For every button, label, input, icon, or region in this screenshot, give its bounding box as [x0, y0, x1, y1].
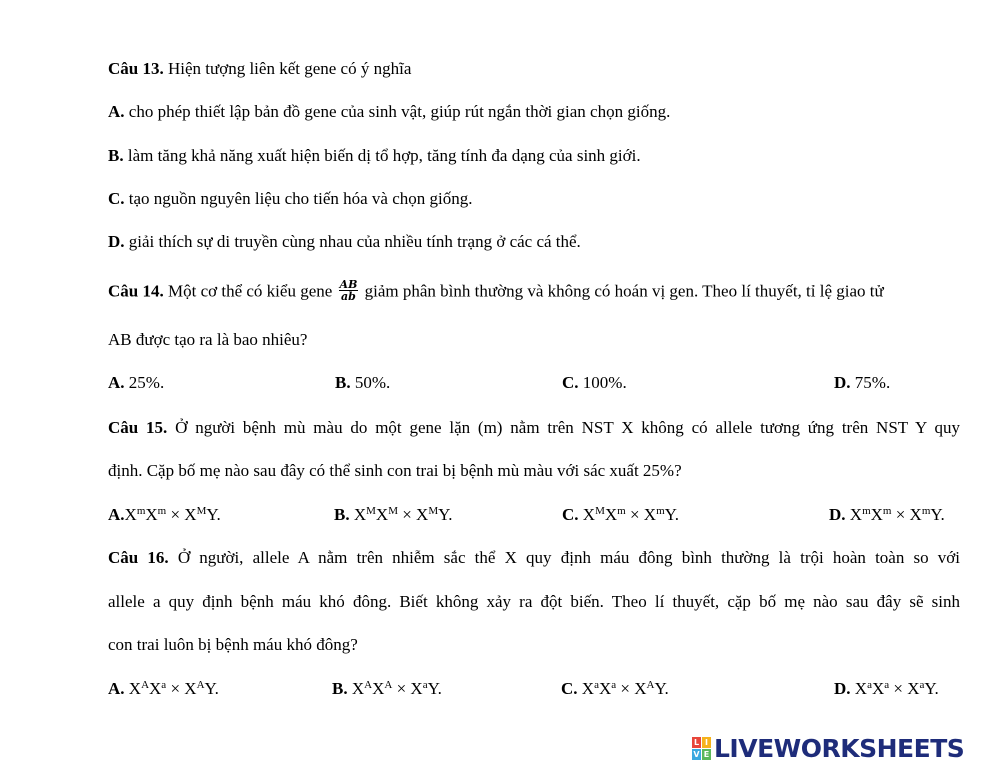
allele-superscript: m [921, 505, 931, 517]
fraction-numerator: AB [339, 278, 358, 291]
option-text: 100%. [578, 373, 627, 392]
option-text: tạo nguồn nguyên liệu cho tiến hóa và chọn giống. [124, 189, 473, 208]
allele-superscript: m [656, 505, 665, 517]
option-label: B. [334, 505, 350, 524]
question-text: Ở người bệnh mù màu do một gene lặn (m) nằm trên NST X không có allele tương ứng trên NST Y quy [167, 418, 961, 437]
option-text: 25%. [124, 373, 165, 392]
question-text: Hiện tượng liên kết gene có ý nghĩa [163, 59, 412, 78]
question-15-stem [108, 418, 960, 438]
allele-superscript: A [646, 679, 655, 691]
option-label: A. [108, 373, 125, 392]
genotype-text: × X [166, 505, 197, 524]
option-15-d [829, 505, 945, 525]
genotype-text: X [871, 679, 885, 698]
allele-superscript: M [595, 505, 605, 517]
option-15-a [108, 505, 221, 525]
genotype-text: X [845, 505, 863, 524]
allele-superscript: m [157, 505, 167, 517]
option-label: D. [834, 373, 851, 392]
option-14-b [335, 373, 390, 393]
genotype-text: Y. [664, 505, 679, 524]
option-14-c [562, 373, 627, 393]
genotype-text: Y. [930, 505, 945, 524]
allele-superscript: M [196, 505, 207, 517]
option-13-b [108, 146, 641, 166]
allele-superscript: m [862, 505, 871, 517]
option-text: 75%. [850, 373, 891, 392]
option-14-d [834, 373, 890, 393]
option-text: 50%. [350, 373, 391, 392]
allele-superscript: a [867, 679, 872, 691]
option-label: D. [834, 679, 851, 698]
allele-superscript: a [161, 679, 167, 691]
allele-superscript: a [884, 679, 890, 691]
fraction-denominator: ab [341, 290, 356, 303]
genotype-text: × X [891, 505, 922, 524]
liveworksheets-logo [692, 733, 964, 763]
genotype-text: X [870, 505, 883, 524]
allele-superscript: M [428, 505, 439, 517]
genotype-text: × X [166, 679, 197, 698]
option-text: làm tăng khả năng xuất hiện biến dị tổ hợp, tăng tính đa dạng của sinh giới. [123, 146, 641, 165]
option-15-c [562, 505, 679, 525]
genotype-text: X [347, 679, 365, 698]
genotype-text: Y. [427, 679, 442, 698]
option-label: A. [108, 102, 125, 121]
option-text: giải thích sự di truyền cùng nhau của nhiều tính trạng ở các cá thể. [124, 232, 581, 251]
logo-mark-letter: E [703, 749, 710, 759]
question-label: Câu 16. [108, 548, 169, 567]
allele-superscript: m [617, 505, 626, 517]
option-label: A. [108, 679, 125, 698]
option-label: C. [108, 189, 125, 208]
option-label: D. [108, 232, 125, 251]
question-text: giảm phân bình thường và không có hoán vị gen. Theo lí thuyết, tỉ lệ giao tử [360, 281, 884, 301]
option-15-b [334, 505, 452, 525]
genotype-text: × X [616, 679, 647, 698]
allele-superscript: A [196, 679, 205, 691]
allele-superscript: a [422, 679, 428, 691]
genotype-text: X [372, 679, 385, 698]
allele-superscript: M [366, 505, 376, 517]
question-label: Câu 14. [108, 281, 164, 301]
question-16-line2: allele a quy định bệnh máu khó đông. Biết không xảy ra đột biến. Theo lí thuyết, cặp bố mẹ nào sau đây sẽ sinh [108, 592, 960, 611]
genotype-text: X [604, 505, 618, 524]
logo-mark-icon [692, 737, 711, 760]
genotype-text: X [577, 679, 595, 698]
genotype-text: × X [397, 505, 429, 524]
option-label: D. [829, 505, 846, 524]
option-label: C. [562, 373, 579, 392]
option-16-a [108, 679, 219, 699]
genotype-text: × X [625, 505, 657, 524]
option-label: C. [562, 505, 579, 524]
genotype-text: X [349, 505, 367, 524]
allele-superscript: A [364, 679, 373, 691]
option-13-c [108, 189, 472, 209]
option-16-b [332, 679, 442, 699]
question-text: Ở người, allele A nằm trên nhiễm sắc thể X quy định máu đông bình thường là trội hoàn toàn so với [168, 548, 961, 567]
allele-superscript: a [611, 679, 617, 691]
genotype-text: X [124, 679, 142, 698]
question-15-line2: định. Cặp bố mẹ nào sau đây có thể sinh con trai bị bệnh mù màu với sác xuất 25%? [108, 461, 682, 480]
genotype-text: × X [889, 679, 920, 698]
allele-superscript: a [594, 679, 599, 691]
genotype-text: X [850, 679, 868, 698]
option-16-d [834, 679, 939, 699]
genotype-text: Y. [206, 505, 221, 524]
option-label: B. [332, 679, 348, 698]
question-14-line2: AB được tạo ra là bao nhiêu? [108, 330, 308, 349]
allele-superscript: A [141, 679, 150, 691]
question-label: Câu 15. [108, 418, 168, 437]
genotype-text: Y. [654, 679, 669, 698]
option-13-d [108, 232, 581, 252]
allele-superscript: a [919, 679, 925, 691]
option-13-a [108, 102, 670, 122]
question-label: Câu 13. [108, 59, 164, 78]
option-label: A. [108, 505, 125, 524]
question-16-stem [108, 548, 960, 568]
option-label: C. [561, 679, 578, 698]
allele-superscript: A [384, 679, 393, 691]
genotype-text: Y. [204, 679, 219, 698]
genotype-text: X [375, 505, 389, 524]
genotype-text: X [598, 679, 612, 698]
genotype-text: X [124, 505, 137, 524]
option-text: cho phép thiết lập bản đồ gene của sinh vật, giúp rút ngắn thời gian chọn giống. [124, 102, 671, 121]
allele-superscript: m [136, 505, 146, 517]
allele-superscript: M [388, 505, 398, 517]
genotype-text: Y. [438, 505, 453, 524]
genotype-text: X [149, 679, 162, 698]
genotype-text: X [145, 505, 158, 524]
logo-mark-letter: V [693, 749, 700, 759]
logo-mark-letter: L [693, 737, 700, 747]
logo-text: LIVEWORKSHEETS [714, 733, 965, 763]
question-13-stem [108, 59, 411, 79]
question-16-line3: con trai luôn bị bệnh máu khó đông? [108, 635, 358, 654]
option-label: B. [335, 373, 351, 392]
option-label: B. [108, 146, 124, 165]
genotype-text: X [578, 505, 596, 524]
logo-mark-letter: I [702, 737, 711, 748]
question-14-stem [108, 278, 884, 304]
question-text: Một cơ thể có kiểu gene [163, 281, 337, 301]
genotype-text: × X [392, 679, 423, 698]
genotype-fraction [339, 279, 359, 302]
allele-superscript: m [882, 505, 892, 517]
option-14-a [108, 373, 164, 393]
genotype-text: Y. [924, 679, 939, 698]
option-16-c [561, 679, 669, 699]
